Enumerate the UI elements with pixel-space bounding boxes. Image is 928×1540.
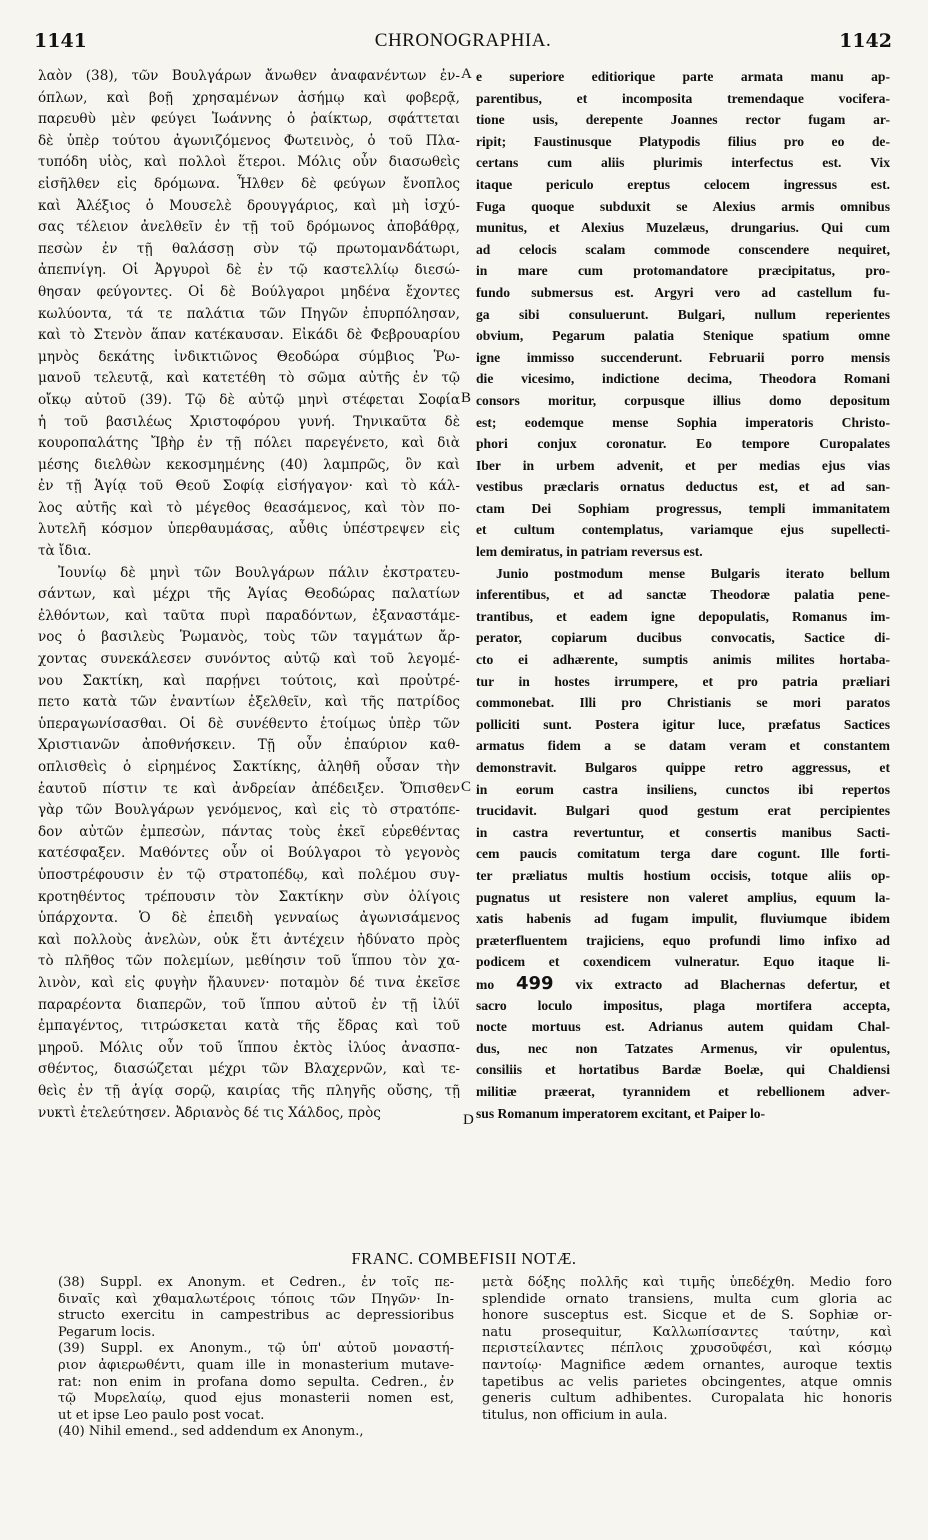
text-line: rat: non enim in profana domo sepulta. Cedren., ἐν [58, 1374, 454, 1390]
text-line: militiæ præerat, tyrannidem et rebellionem adver- [476, 1083, 890, 1099]
text-line: sacro loculo impositus, plaga mortifera accepta, [476, 997, 890, 1013]
text-line: tione usis, derepente Joannes rector fugam ar- [476, 112, 890, 128]
text-line: ἐλθόντων, καὶ ταῦτα πυρὶ παραδόντων, ἐξαναστάμε- [38, 607, 460, 624]
text-line: titulus, non officium in aula. [482, 1407, 668, 1423]
text-line: οἴκῳ αὐτοῦ (39). Τῷ δὲ αὐτῷ μηνὶ στέφεται Σοφία [38, 391, 460, 408]
text-line: σας τέλειον ἀνελθεῖν ἐν τῇ τοῦ δρόμωνος ἀποβάθρᾳ, [38, 219, 460, 236]
text-line: parentibus, et incomposita tremendaque vocifera- [476, 90, 890, 106]
text-line: θεὶς ἐν τῇ ἁγίᾳ σορῷ, καιρίας τῆς πληγῆς οὔσης, τῇ [38, 1082, 460, 1099]
text-line: demonstravit. Bulgaros quippe retro aggressus, et [476, 760, 890, 775]
text-line: mo 499 vix extracto ad Blachernas defertur, et [476, 972, 890, 994]
text-line: ὑπάρχοντα. Ὁ δὲ ἐπειδὴ γενναίως ἀγωνισάμενος [38, 910, 460, 927]
text-line: λυτελῆ κόσμον ὑπερθαυμάσας, αὖθις ὑπέστρεψεν εἰς [38, 521, 460, 538]
text-line: e superiore editiorique parte armata manu ap- [476, 69, 890, 84]
text-line: ut et ipse Leo paulo post vocat. [58, 1407, 265, 1423]
text-line: tur in hostes irrumpere, et pro patria præliari [476, 673, 890, 689]
text-line: cto ei adhærente, sumptis animis milites hortaba- [476, 652, 890, 668]
text-line: θησαν φεύγοντες. Οἱ δὲ Βούλγαροι μηδένα ἔχοντες [38, 283, 460, 300]
text-line: Iber in urbem advenit, et per medias ejus vias [476, 457, 890, 473]
text-line: lem demiratus, in patriam reversus est. [476, 544, 703, 560]
text-line: pugnatus ut resistere non valeret amplius, equum la- [476, 889, 890, 905]
text-line: perator, copiarum ducibus convocatis, Sactice di- [476, 630, 890, 646]
notes-left-column [58, 1275, 454, 1441]
text-line: δὲ ὑπὲρ τούτου ἀγωνιζόμενος Φωτεινὸς, ὁ τοῦ Πλα- [38, 132, 460, 149]
text-line: οπλισθεὶς ὁ εἰρημένος Σακτίκης, ἀληθῆ οὖσαν τὴν [38, 759, 460, 775]
text-line: sus Romanum imperatorem excitant, et Paiper lo- [476, 1105, 766, 1121]
text-line: ctam Dei Sophiam progressus, templi immanitatem [476, 500, 890, 516]
text-line: κατέσφαξεν. Μαθόντες οὖν οἱ Βούλγαροι τὸ γεγονὸς [38, 845, 460, 862]
text-line: λινὸν, καὶ εἰς φυγὴν ἤλαυνεν· ποταμὸν δέ τινα ἐκεῖσε [38, 974, 460, 991]
text-line: εἰσῆλθεν εἰς δρόμωνα. Ἦλθεν δὲ φεύγων ἔνοπλος [38, 175, 460, 192]
text-line: όπλων, καὶ βοῇ χρησαμένων ἀσήμῳ καὶ φοβερᾷ, [38, 89, 460, 106]
text-line: παρευθὺ μὲν φεύγει Ἰωάννης ὁ ῥαίκτωρ, σφάττεται [38, 111, 460, 128]
text-line: Junio postmodum mense Bulgaris iterato bellum [496, 565, 890, 581]
text-line: τὸ πλῆθος τῶν πολεμίων, μεθίησιν τοῦ ἵππου τὸν χα- [38, 953, 460, 970]
text-line: καὶ Ἀλέξιος ὁ Μουσελὲ δρουγγάριος, καὶ μὴ ἰσχύ- [38, 197, 460, 214]
text-line: μέσης διελθὼν κεκοσμημένης (40) λαμπρῶς, ὃν καὶ [38, 456, 460, 473]
margin-letter-c: C [461, 779, 472, 795]
text-line: νος ὁ βασιλεὺς Ῥωμανὸς, τοὺς τῶν ταγμάτων ἄρ- [38, 629, 460, 646]
text-line: polliciti sunt. Postera igitur luce, præfatus Sactices [476, 716, 890, 732]
text-line: podicem et coxendicem vulneratur. Equo itaque li- [476, 954, 890, 970]
text-line: ὑπεραγωνίσασθαι. Οἱ δὲ συνέθεντο ἑτοίμως ὑπὲρ τῶν [38, 715, 460, 732]
text-line: obvium, Pegarum palatia Stenique spatium omne [476, 328, 890, 344]
text-line: dus, nec non Tatzates Armenus, vir opulentus, [476, 1040, 890, 1056]
text-line: natu prosequitur, Καλλωπίσαντες ταύτην, καὶ [482, 1324, 892, 1340]
text-line: ὑποστρέφουσιν ἐν τῷ στρατοπέδῳ, καὶ πολέμου συγ- [38, 866, 460, 883]
text-line: die vicesimo, indictione decima, Theodora Romani [476, 371, 890, 387]
text-line: παντοίῳ· Magnifice ædem ornantes, auroque textis [482, 1357, 892, 1373]
text-line: πεσὼν ἐν τῇ θαλάσσῃ σὺν τῷ πρωτομανδάτωρι, [38, 240, 460, 257]
text-line: honore susceptus est. Sicque et de S. Sophiæ or- [482, 1308, 892, 1324]
text-line: ἡ τοῦ βασιλέως Χριστοφόρου γυνή. Τηνικαῦτα δὲ [38, 413, 460, 430]
text-line: Ἰουνίῳ δὲ μηνὶ τῶν Βουλγάρων πάλιν ἐκστρατευ- [58, 564, 460, 581]
text-line: præterfluentem trajiciens, equo profundi limo infixo ad [476, 932, 890, 948]
text-line: Χριστιανῶν ἀποθνήσκειν. Τῇ οὖν ἐπαύριον καθ- [38, 737, 460, 754]
text-line: ἑαυτοῦ πίστιν τε καὶ ἀνδρείαν ἀπέδειξεν. Ὄπισθεν [38, 780, 460, 797]
text-line: μηνὸς δεκάτης ἰνδικτιῶνος Θεοδώρα σύμβιος Ῥω- [38, 348, 460, 365]
text-line: τυπόδη υἱὸς, καὶ πολλοὶ ἕτεροι. Μόλις οὖν διασωθεὶς [38, 154, 460, 171]
text-line: in eorum castra insiliens, cunctos ibi repertos [476, 781, 890, 797]
notes-title: FRANC. COMBEFISII NOTÆ. [351, 1249, 577, 1268]
text-line: σάντων, καὶ μέχρι τῆς Ἁγίας Θεοδώρας παλατίων [38, 586, 460, 603]
text-line: σθέντος, διασώζεται μέχρι τῶν Βλαχερνῶν, καὶ τε- [38, 1061, 460, 1078]
text-line: armatus fidem a se datam veram et constantem [476, 738, 890, 754]
text-line: xatis habenis ad fugam impulit, fluviumque ibidem [476, 911, 890, 927]
text-line: διναῖς καὶ χθαμαλωτέροις τόποις τῶν Πηγῶν· In- [58, 1291, 454, 1307]
text-line: ripit; Faustinusque Platypodis filius pro eo de- [476, 133, 890, 149]
text-line: δον αὐτῶν ἐμπεσὼν, πάντας τοὺς ἐκεῖ εὑρεθέντας [38, 823, 460, 840]
text-line: (39) Suppl. ex Anonym., τῷ ὑπ' αὐτοῦ μοναστή- [58, 1341, 454, 1357]
text-line: in mare cum protomandatore præcipitatus, pro- [476, 263, 890, 279]
text-line: μηροῦ. Μόλις οὖν τοῦ ἵππου ἐκτὸς ἰλύος ἀνασπα- [38, 1039, 460, 1056]
text-line: (38) Suppl. ex Anonym. et Cedren., ἐν τοῖς πε- [58, 1275, 454, 1290]
text-line: τῷ Μυρελαίῳ, quod ejus monasterii nomen est, [58, 1391, 454, 1407]
text-line: est; eodemque mense Sophia imperatoris Christo- [476, 414, 890, 430]
text-line: certans cum aliis plurimis interfectus est. Vix [476, 155, 890, 171]
greek-text-column [38, 66, 460, 1124]
text-line: ἐν τῇ Ἁγίᾳ τοῦ Θεοῦ Σοφίᾳ εἰσήγαγον· καὶ τὸ κάλ- [38, 478, 460, 495]
page-header [34, 30, 892, 60]
text-line: tapetibus ac velis parietes obcingentes, atque omnis [482, 1374, 892, 1390]
text-line: χοντας συνεκάλεσεν συνόντος αὐτῷ καὶ τοῦ λεγομέ- [38, 651, 460, 668]
text-line: καὶ πολλοὺς ἀνελὼν, οὐκ ἔτι ἀντέχειν ἠδύνατο πρὸς [38, 931, 460, 948]
text-line: trantibus, et eadem igne depopulatis, Romanus im- [476, 608, 890, 624]
margin-letter-b: B [461, 390, 472, 406]
text-line: splendide ornato transiens, multa cum gloria ac [482, 1291, 892, 1307]
text-line: μετὰ δόξης πολλῆς καὶ τιμῆς ὑπεδέχθη. Medio foro [482, 1275, 892, 1290]
text-line: commonebat. Illi pro Christianis se mori paratos [476, 695, 890, 711]
text-line: consors moritur, corpusque illius domo depositum [476, 392, 890, 408]
text-line: itaque periculo ereptus celocem ingressus est. [476, 176, 890, 192]
text-line: ga sibi consuluerunt. Bulgari, nullum reperientes [476, 306, 890, 322]
text-line: Pegarum locis. [58, 1324, 156, 1340]
text-line: et cultum contemplatus, variamque ejus supellecti- [476, 522, 890, 538]
text-line: λαὸν (38), τῶν Βουλγάρων ἄνωθεν ἀναφανέντων ἐν- [38, 68, 460, 84]
text-line: περιστείλαντες πέπλοις χρυσοῦφέσι, καὶ κόσμῳ [482, 1341, 892, 1357]
text-line: structo exercitu in campestribus ac depressioribus [58, 1308, 454, 1324]
notes-right-column [482, 1275, 892, 1424]
text-line: phori conjux coronatur. Eo tempore Curopalates [476, 436, 890, 452]
text-line: cem paucis comitatum terga dare cogunt. Ille forti- [476, 846, 890, 862]
text-line: (40) Nihil emend., sed addendum ex Anonym., [58, 1424, 364, 1440]
text-line: munitus, et Alexius Muzelæus, drungarius. Qui cum [476, 220, 890, 236]
text-line: generis cultum adhibentes. Curopalata hic honoris [482, 1391, 892, 1407]
text-line: λος αὐτῆς καὶ τὸ μέγεθος θεασάμενος, καὶ τὸν πο- [38, 499, 460, 516]
text-line: Fuga quoque subduxit se Alexius armis omnibus [476, 198, 890, 214]
margin-letter-d: D [463, 1112, 474, 1128]
text-line: in castra revertuntur, et consertis manibus Sacti- [476, 824, 890, 840]
text-line: vestibus præclaris ornatus deductus est, et ad san- [476, 479, 890, 495]
text-line: νυκτὶ ἐτελεύτησεν. Ἀδριανὸς δέ τις Χάλδος, πρὸς [38, 1104, 381, 1121]
text-line: ἐμπαγέντος, τιτρώσκεται κατὰ τῆς ἕδρας καὶ τοῦ [38, 1018, 460, 1035]
text-line: παραρέοντα διαπερῶν, τοῦ ἵππου αὐτοῦ ἐν τῇ ἰλύϊ [38, 996, 460, 1013]
text-line: fundo submersus est. Argyri vero ad castellum fu- [476, 284, 890, 300]
text-line: ter præliatus multis hostium occisis, totque aliis op- [476, 867, 890, 883]
running-title: CHRONOGRAPHIA. [374, 30, 552, 51]
text-line: τὰ ἴδια. [38, 543, 92, 560]
text-line: κροτηθέντος τρέπουσιν τὸν Σακτίκην σὺν ὀλίγοις [38, 888, 460, 905]
text-line: κουροπαλάτης Ἴβὴρ ἐν τῇ πόλει παρεγένετο, καὶ διὰ [38, 435, 460, 452]
text-line: κωλύοντα, τά τε παλάτια τῶν Πηγῶν ἐπυρπόλησαν, [38, 305, 460, 322]
text-line: μανοῦ τελευτᾷ, καὶ κατετέθη τὸ σῶμα αὐτῆς ἐν τῷ [38, 370, 460, 387]
margin-letter-a: A [461, 66, 472, 82]
text-line: ἀπεπνίγη. Οἱ Ἀργυροὶ δὲ ἐν τῷ καστελλίῳ διεσώ- [38, 262, 460, 279]
text-line: trucidavit. Bulgari quod gestum erat percipientes [476, 803, 890, 819]
text-line: igne immisso succenderunt. Februarii porro mensis [476, 349, 890, 365]
text-line: καὶ τὸ Στενὸν ἅπαν κατέκαυσαν. Εἰκάδι δὲ Φεβρουαρίου [38, 327, 460, 344]
text-line: nocte mortuus est. Adrianus autem quidam Chal- [476, 1019, 890, 1035]
text-line: ad celocis scalam commode conscendere nequiret, [476, 241, 890, 257]
text-line: inferentibus, et ad sanctæ Theodoræ palatia pene- [476, 587, 890, 603]
page-number-left: 1141 [34, 30, 87, 52]
page-number-right: 1142 [839, 30, 892, 52]
text-line: πετο κατὰ τῶν ἐναντίων ἐξελθεῖν, καὶ τῆς πατρίδος [38, 694, 460, 711]
latin-text-column [476, 66, 890, 1124]
folio-number: 499 [515, 972, 554, 994]
text-line: ριον ἀφιερωθέντι, quam ille in monasterium mutave- [58, 1357, 454, 1373]
text-line: νου Σακτίκη, καὶ παρῄνει τούτοις, καὶ προὐτρέ- [38, 672, 460, 689]
text-line: γὰρ τῶν Βουλγάρων γενόμενος, καὶ εἰς τὸ στρατόπε- [38, 802, 460, 819]
text-line: consiliis et hortatibus Bardæ Boelæ, qui Chaldiensi [476, 1062, 890, 1078]
